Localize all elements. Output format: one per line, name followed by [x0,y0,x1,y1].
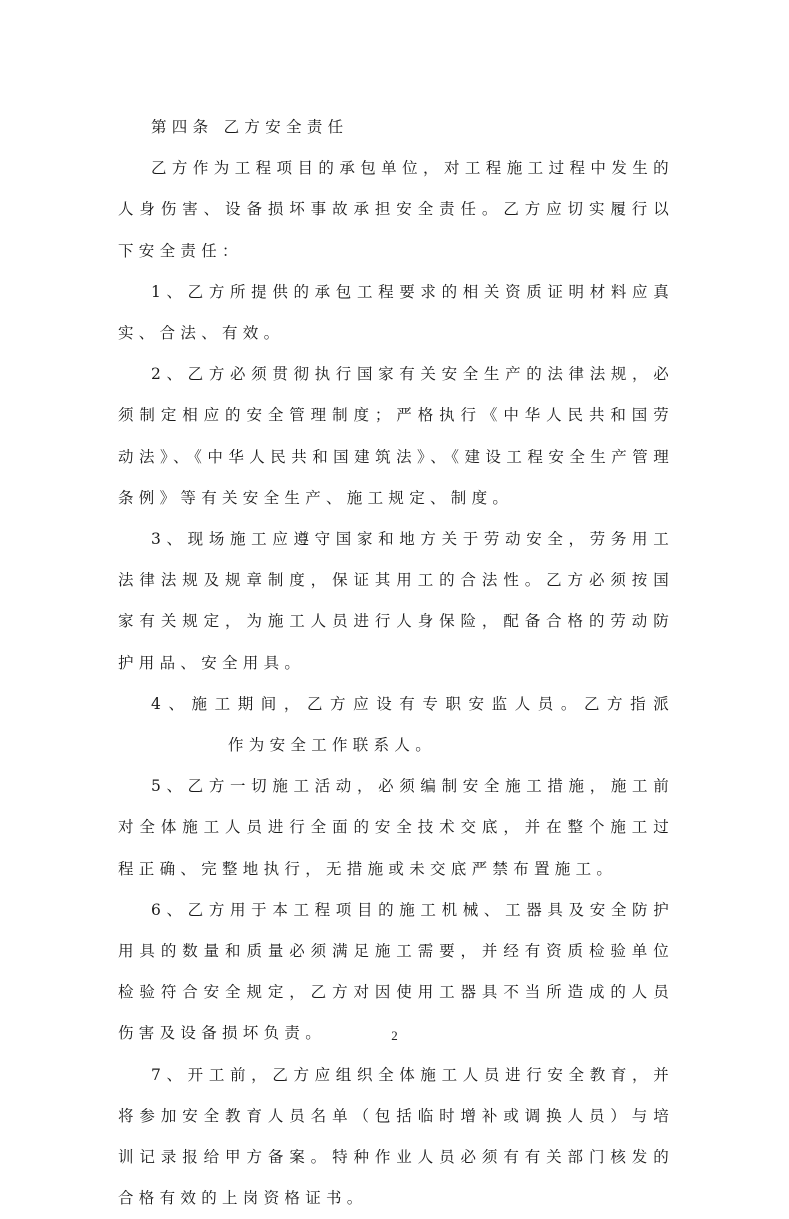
item-1: 1、乙方所提供的承包工程要求的相关资质证明材料应真实、合法、有效。 [118,282,674,343]
item-2: 2、乙方必须贯彻执行国家有关安全生产的法律法规，必须制定相应的安全管理制度；严格执行《中华人民共和国劳动法》、《中华人民共和国建筑法》、《建设工程安全生产管理条例》等有关安全生产、施工规定、制度。 [118,365,674,507]
page-number: 2 [391,1028,398,1043]
article-title: 第四条 乙方安全责任 [151,118,349,136]
item-3: 3、现场施工应遵守国家和地方关于劳动安全，劳务用工法律法规及规章制度，保证其用工的合法性。乙方必须按国家有关规定，为施工人员进行人身保险，配备合格的劳动防护用品、安全用具。 [118,530,674,672]
item-4 [118,684,674,766]
document-body [118,107,674,1219]
item-7: 7、开工前，乙方应组织全体施工人员进行安全教育，并将参加安全教育人员名单（包括临时增补或调换人员）与培训记录报给甲方备案。特种作业人员必须有有关部门核发的合格有效的上岗资格证书。 [118,1065,674,1208]
item-5: 5、乙方一切施工活动，必须编制安全施工措施，施工前对全体施工人员进行全面的安全技术交底，并在整个施工过程正确、完整地执行，无措施或未交底严禁布置施工。 [118,777,674,878]
intro-paragraph: 乙方作为工程项目的承包单位，对工程施工过程中发生的人身伤害、设备损坏事故承担安全责任。乙方应切实履行以下安全责任： [118,159,674,260]
item-4-text-after: 作为安全工作联系人。 [228,736,437,755]
item-6: 6、乙方用于本工程项目的施工机械、工器具及安全防护用具的数量和质量必须满足施工需要，并经有资质检验单位检验符合安全规定，乙方对因使用工器具不当所造成的人员伤害及设备损坏负责。 [118,900,674,1043]
item-4-text-before: 4、施工期间，乙方应设有专职安监人员。乙方指派 [151,694,674,713]
